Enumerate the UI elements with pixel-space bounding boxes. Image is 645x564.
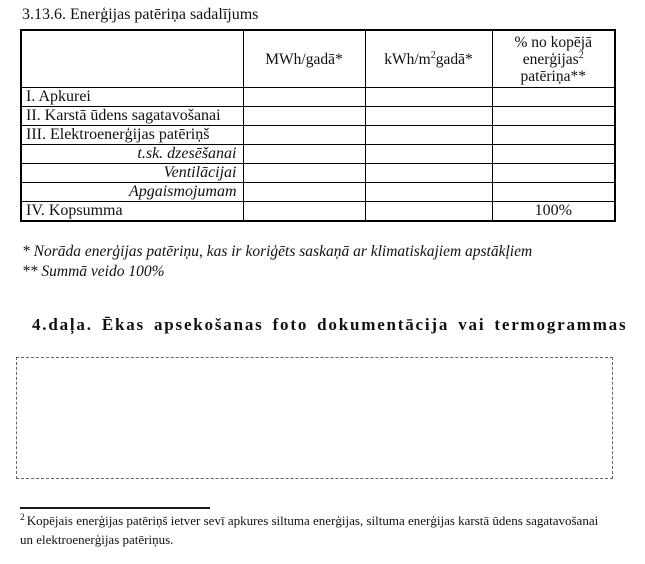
header-kwh-label-post: gadā* [435,50,473,68]
header-empty-cell [21,30,243,88]
footnote-separator-line [20,507,210,509]
header-mwh-label: MWh/gadā* [265,50,343,68]
value-cell-kwh [365,107,492,126]
row-label: t.sk. dzesēšanai [21,145,243,164]
header-kwh-per-m2-year [365,30,492,88]
value-cell-mwh [243,145,365,164]
table-row-total [21,202,615,222]
value-cell-pct [492,88,615,107]
value-cell-mwh [243,183,365,202]
table-row-ventilation [21,164,615,183]
row-label: II. Karstā ūdens sagatavošanai [21,107,243,126]
header-percent-line3: patēriņa** [520,67,586,85]
value-cell-mwh [243,88,365,107]
header-kwh-label-pre: kWh/m [384,50,431,68]
table-row-cooling [21,145,615,164]
header-kwh-superscript: 2 [430,49,436,61]
row-label: III. Elektroenerģijas patēriņš [21,126,243,145]
section-title: 3.13.6. Enerģijas patēriņa sadalījums [22,6,259,23]
footnote-climate-adjustment: * Norāda enerģijas patēriņu, kas ir koriģēts saskaņā ar klimatiskajiem apstākļiem [22,243,533,260]
value-cell-kwh [365,88,492,107]
table-row-lighting [21,183,615,202]
photo-documentation-placeholder [16,357,613,479]
footnote-sum-100: ** Summā veido 100% [22,263,165,280]
table-header-row [21,30,615,88]
table-footnotes [22,242,532,282]
bottom-footnote-number: 2 [20,512,25,523]
value-cell-pct [492,126,615,145]
header-percent-line1: % no kopējā [514,33,592,51]
table-row-heating [21,88,615,107]
header-mwh-per-year [243,30,365,88]
row-label: Ventilācijai [21,164,243,183]
row-label: Apgaismojumam [21,183,243,202]
value-cell-mwh [243,164,365,183]
value-cell-kwh [365,183,492,202]
part4-heading: 4.daļa. Ēkas apsekošanas foto dokumentācija vai termogrammas [32,315,628,334]
table-row-hot-water [21,107,615,126]
value-cell-pct [492,145,615,164]
value-cell-pct [492,107,615,126]
value-cell-kwh [365,202,492,222]
value-cell-mwh [243,202,365,222]
value-cell-pct [492,164,615,183]
value-cell-pct-total: 100% [492,202,615,222]
bottom-footnote-text: Kopējais enerģijas patēriņš ietver sevī apkures siltuma enerģijas, siltuma enerģijas karstā ūdens sagatavošanai un elektroenerģijas patēriņus. [20,513,599,547]
value-cell-mwh [243,126,365,145]
row-label: IV. Kopsumma [21,202,243,222]
value-cell-kwh [365,126,492,145]
table-row-electricity [21,126,615,145]
header-percent-line2-text: enerģijas [522,50,579,68]
energy-consumption-table [20,29,616,222]
value-cell-kwh [365,145,492,164]
bottom-footnote [20,512,614,549]
value-cell-kwh [365,164,492,183]
value-cell-pct [492,183,615,202]
header-percent-of-total [492,30,615,88]
value-cell-mwh [243,107,365,126]
header-percent-line2 [495,51,613,68]
row-label: I. Apkurei [21,88,243,107]
header-percent-superscript: 2 [578,49,584,61]
